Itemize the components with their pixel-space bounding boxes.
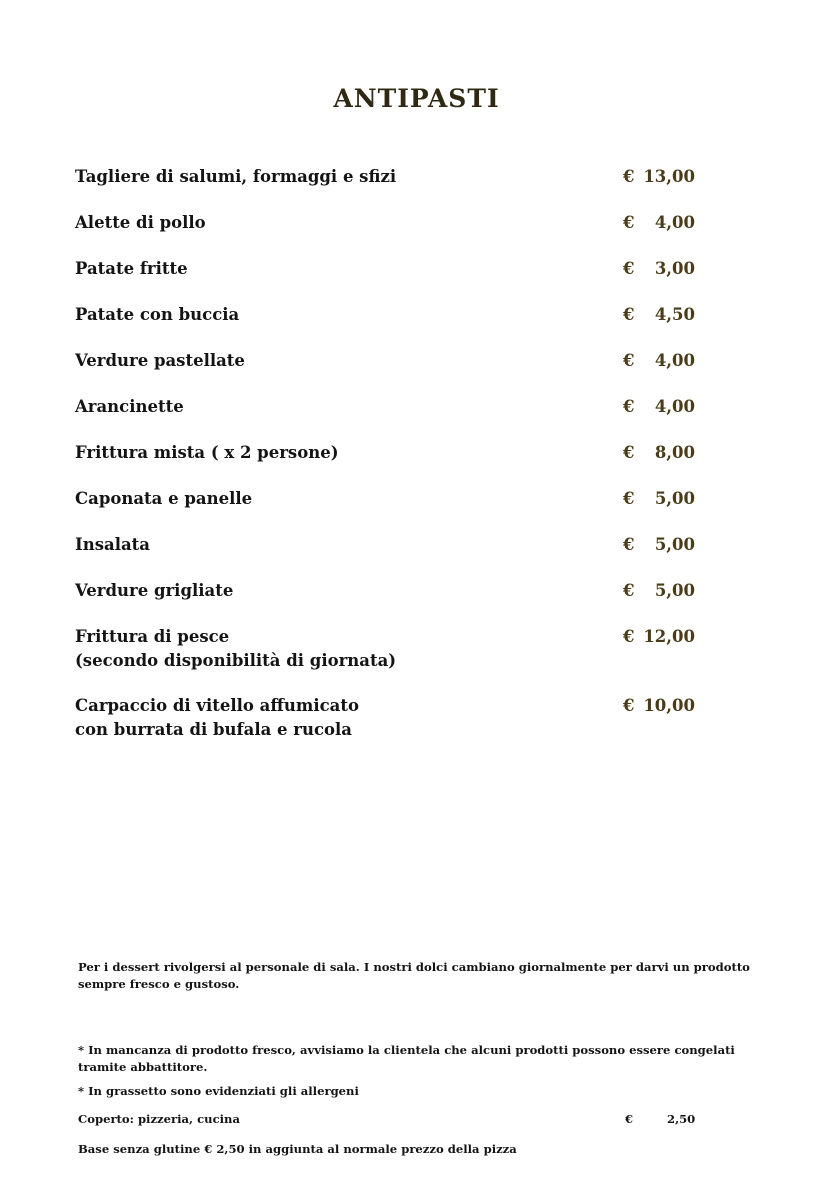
- menu-item: [75, 487, 715, 511]
- coperto-label: Coperto: pizzeria, cucina: [78, 1112, 241, 1126]
- item-price: [623, 487, 695, 511]
- price-amount: 13,00: [643, 167, 695, 186]
- price-amount: 5,00: [654, 489, 695, 508]
- item-name: Frittura di pesce: [75, 627, 230, 646]
- item-name: Verdure pastellate: [75, 351, 245, 370]
- price-amount: 4,00: [654, 213, 695, 232]
- currency-symbol: €: [623, 397, 635, 416]
- price-amount: 4,00: [654, 397, 695, 416]
- item-price: [623, 349, 695, 373]
- currency-symbol: €: [623, 581, 635, 600]
- price-amount: 10,00: [643, 696, 695, 715]
- item-price: [623, 694, 695, 718]
- menu-item: [75, 211, 715, 235]
- coperto-row: [78, 1111, 758, 1128]
- currency-symbol: €: [623, 213, 635, 232]
- menu-item: [75, 303, 715, 327]
- item-name: Frittura mista ( x 2 persone): [75, 443, 339, 462]
- currency-symbol: €: [623, 167, 635, 186]
- item-name: Alette di pollo: [75, 213, 206, 232]
- item-price: [623, 625, 695, 649]
- item-price: [623, 211, 695, 235]
- menu-item: [75, 441, 715, 465]
- menu-item: [75, 533, 715, 557]
- price-amount: 4,00: [654, 351, 695, 370]
- item-price: [623, 441, 695, 465]
- currency-symbol: €: [623, 696, 635, 715]
- currency-symbol: €: [625, 1112, 634, 1126]
- item-subline: (secondo disponibilità di giornata): [75, 651, 397, 670]
- currency-symbol: €: [623, 305, 635, 324]
- allergen-note: * In grassetto sono evidenziati gli allergeni: [78, 1084, 359, 1098]
- item-name: Verdure grigliate: [75, 581, 234, 600]
- item-price: [623, 579, 695, 603]
- currency-symbol: €: [623, 535, 635, 554]
- currency-symbol: €: [623, 627, 635, 646]
- fresh-product-note: * In mancanza di prodotto fresco, avvisiamo la clientela che alcuni prodotti possono essere congelati tramite abbattitore.: [78, 1043, 735, 1074]
- item-name: Carpaccio di vitello affumicato: [75, 696, 359, 715]
- menu-item: [75, 395, 715, 419]
- item-price: [623, 303, 695, 327]
- item-name: Patate con buccia: [75, 305, 240, 324]
- currency-symbol: €: [623, 259, 635, 278]
- menu-item: [75, 579, 715, 603]
- price-amount: 4,50: [654, 305, 695, 324]
- currency-symbol: €: [623, 489, 635, 508]
- menu-item: [75, 257, 715, 281]
- item-name: Arancinette: [75, 397, 184, 416]
- price-amount: 3,00: [654, 259, 695, 278]
- item-subline: con burrata di bufala e rucola: [75, 720, 352, 739]
- price-amount: 5,00: [654, 535, 695, 554]
- coperto-price: [625, 1111, 695, 1128]
- item-name: Insalata: [75, 535, 150, 554]
- antipasti-list: [75, 165, 715, 742]
- gluten-free-note: Base senza glutine € 2,50 in aggiunta al normale prezzo della pizza: [78, 1142, 517, 1156]
- menu-item: [75, 694, 715, 742]
- price-amount: 12,00: [643, 627, 695, 646]
- item-name: Caponata e panelle: [75, 489, 253, 508]
- price-amount: 2,50: [667, 1112, 696, 1126]
- item-price: [623, 165, 695, 189]
- menu-item: [75, 349, 715, 373]
- menu-title: ANTIPASTI: [333, 84, 500, 113]
- item-price: [623, 533, 695, 557]
- menu-item: [75, 165, 715, 189]
- dessert-note: Per i dessert rivolgersi al personale di sala. I nostri dolci cambiano giornalmente per darvi un prodotto sempre fresco e gustoso.: [78, 960, 750, 991]
- currency-symbol: €: [623, 351, 635, 370]
- price-amount: 5,00: [654, 581, 695, 600]
- item-price: [623, 257, 695, 281]
- price-amount: 8,00: [654, 443, 695, 462]
- item-price: [623, 395, 695, 419]
- currency-symbol: €: [623, 443, 635, 462]
- item-name: Tagliere di salumi, formaggi e sfizi: [75, 167, 397, 186]
- menu-item: [75, 625, 715, 673]
- item-name: Patate fritte: [75, 259, 188, 278]
